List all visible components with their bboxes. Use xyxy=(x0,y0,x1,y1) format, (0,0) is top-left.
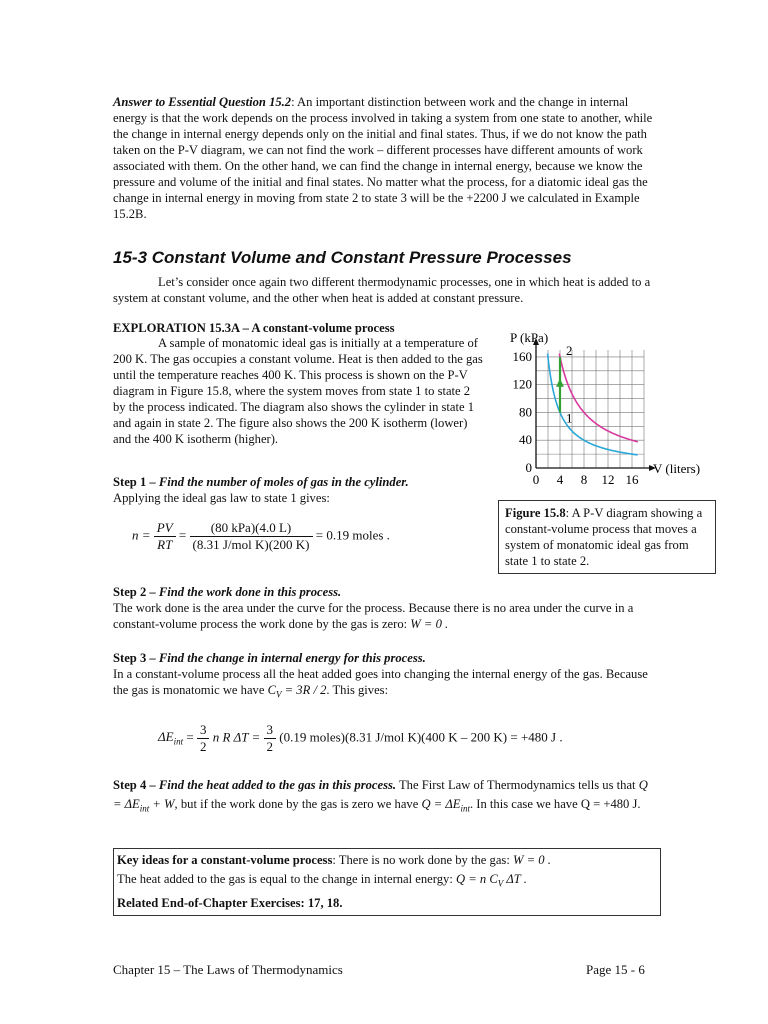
answer-paragraph xyxy=(113,94,658,222)
process-arrow xyxy=(556,379,564,387)
eq-frac-pv-rt xyxy=(154,520,176,553)
step1-equation xyxy=(132,520,390,553)
answer-text: : An important distinction between work and the change in internal energy is that the work depends on the process involved in taking a system from one state to another, while the change in internal energy depends only on the initial and final states. Thus, if we do not know the path taken on the P-V diagram, we can not find the work – different processes have different amounts of work associated with them. On the other hand, we can find the change in internal energy, because we know the pressure and volume of the initial and final states. No matter what the process, for a diatomic ideal gas the change in internal energy in moving from state 2 to state 3 will be the +2200 J we calculated in Example 15.2B. xyxy=(113,95,653,221)
step4-body-c: . In this case we have xyxy=(469,797,578,811)
step1-heading xyxy=(113,474,409,490)
key-ideas-text1: : There is no work done by the gas: xyxy=(332,853,510,867)
chart-grid xyxy=(533,338,656,471)
x-axis-label: V (liters) xyxy=(653,461,701,476)
step4-title: Find the heat added to the gas in this process. xyxy=(158,778,397,792)
step4-text xyxy=(113,776,658,819)
eq3-rest: (0.19 moles)(8.31 J/mol K)(400 K – 200 K) = +480 J . xyxy=(279,729,563,745)
step4-body-a: The First Law of Thermodynamics tells us that xyxy=(398,778,636,792)
eq-result: = 0.19 moles . xyxy=(315,527,390,543)
step2-heading xyxy=(113,584,341,600)
step1-text: Applying the ideal gas law to state 1 gives: xyxy=(113,491,330,505)
key-ideas-line1 xyxy=(117,851,657,870)
answer-label: Answer to Essential Question 15.2 xyxy=(113,95,292,109)
step3-cv-eq: $C_V = 3R / 2$ xyxy=(267,683,327,700)
step1-title: Find the number of moles of gas in the cylinder. xyxy=(158,475,409,489)
eq3-lhs: $\Delta E_{int}$ xyxy=(158,729,184,748)
key-ideas-eq2: Q = n $C_V$ ΔT . xyxy=(456,872,527,889)
eq-den-values: (8.31 J/mol K)(200 K) xyxy=(192,537,310,552)
step1-label: Step 1 – xyxy=(113,475,156,489)
key-ideas-text2: The heat added to the gas is equal to the change in internal energy: xyxy=(117,872,453,886)
eq-frac-values xyxy=(190,520,313,553)
eq3-frac-a: $\frac{3}{2}$ xyxy=(197,722,210,755)
figure-caption-text: : A P-V diagram showing a constant-volume process that moves a system of monatomic ideal gas from state 1 to state 2. xyxy=(505,506,703,568)
step3-equation: $\Delta E_{int}$ = $\frac{3}{2}$ n R ΔT = $\frac{3}{2}$ (0.19 moles)(8.31 J/mol K)(400 K – 200 K) = +480 J . xyxy=(158,722,563,754)
footer-page: Page 15 - 6 xyxy=(586,962,645,977)
eq3-mid: n R ΔT = xyxy=(212,729,261,745)
step3-text xyxy=(113,666,658,703)
key-ideas-eq1: W = 0 . xyxy=(512,853,551,867)
key-ideas-line2 xyxy=(117,870,657,894)
step2-title: Find the work done in this process. xyxy=(158,585,342,599)
key-ideas-label: Key ideas for a constant-volume process xyxy=(117,853,333,867)
eq-num-pv: PV xyxy=(154,520,176,537)
x-tick-label: 0 xyxy=(532,472,540,487)
state-label: 1 xyxy=(566,410,573,426)
step3-body: In a constant-volume process all the heat added goes into changing the internal energy of the gas. Because the gas is monatomic we have xyxy=(113,667,648,697)
y-tick-label: 40 xyxy=(519,432,532,448)
related-exercises: Related End-of-Chapter Exercises: 17, 18. xyxy=(117,895,343,910)
figure-label: Figure 15.8 xyxy=(505,506,566,520)
section-title: 15-3 Constant Volume and Constant Pressure Processes xyxy=(113,248,572,267)
step4-body-d: Q = +480 J. xyxy=(580,797,641,811)
step4-eq-b: $Q = \Delta E_{int}$ xyxy=(421,797,470,814)
exploration-title: EXPLORATION 15.3A – A constant-volume process xyxy=(113,321,395,335)
key-ideas-box xyxy=(113,848,661,916)
isotherm-400k-line xyxy=(559,354,638,442)
step4-eq-a: $Q = \Delta E_{int} + W$ xyxy=(113,778,648,814)
x-tick-label: 8 xyxy=(580,472,588,487)
state-label: 2 xyxy=(566,342,573,358)
footer-chapter: Chapter 15 – The Laws of Thermodynamics xyxy=(113,962,343,977)
y-axis-label: P (kPa) xyxy=(510,330,549,345)
step3-body-end: . This gives: xyxy=(326,683,389,697)
step2-text xyxy=(113,600,653,632)
y-tick-label: 160 xyxy=(512,348,532,364)
step3-heading xyxy=(113,650,426,666)
y-tick-label: 80 xyxy=(519,404,532,420)
step2-eq: W = 0 . xyxy=(410,617,449,631)
step3-label: Step 3 – xyxy=(113,651,156,665)
step4-label: Step 4 – xyxy=(113,778,156,792)
figure-caption xyxy=(498,500,716,574)
x-tick-label: 16 xyxy=(625,472,639,487)
step2-label: Step 2 – xyxy=(113,585,156,599)
x-tick-label: 4 xyxy=(556,472,564,487)
chart-curves xyxy=(548,354,638,455)
eq-equals: = xyxy=(178,527,187,543)
exploration-text: A sample of monatomic ideal gas is initially at a temperature of 200 K. The gas occupies a constant volume. Heat is then added to the gas until the temperature reaches 400 K. This process is shown on the P-V diagram in Figure 15.8, where the system moves from state 1 to state 2 by the process indicated. The diagram also shows the cylinder in state 1 and again in state 2. The figure also shows the 200 K isotherm (lower) and the 400 K isotherm (higher). xyxy=(113,336,483,446)
y-tick-label: 0 xyxy=(525,460,532,475)
section-intro: Let’s consider once again two different thermodynamic processes, one in which heat is added to a system at constant volume, and the other when heat is added at constant pressure. xyxy=(113,275,651,305)
step3-title: Find the change in internal energy for this process. xyxy=(158,651,426,665)
eq-n: n = xyxy=(132,527,151,543)
x-tick-label: 12 xyxy=(601,472,615,487)
pv-diagram xyxy=(488,326,718,496)
eq-num-values: (80 kPa)(4.0 L) xyxy=(190,520,313,537)
y-tick-label: 120 xyxy=(512,376,532,392)
step2-body: The work done is the area under the curve for the process. Because there is no area under the curve in a constant-volume process the work done by the gas is zero: xyxy=(113,601,634,631)
eq3-frac-b: $\frac{3}{2}$ xyxy=(264,722,277,755)
eq-den-rt: RT xyxy=(157,537,173,552)
step4-body-b: , but if the work done by the gas is zero we have xyxy=(174,797,419,811)
